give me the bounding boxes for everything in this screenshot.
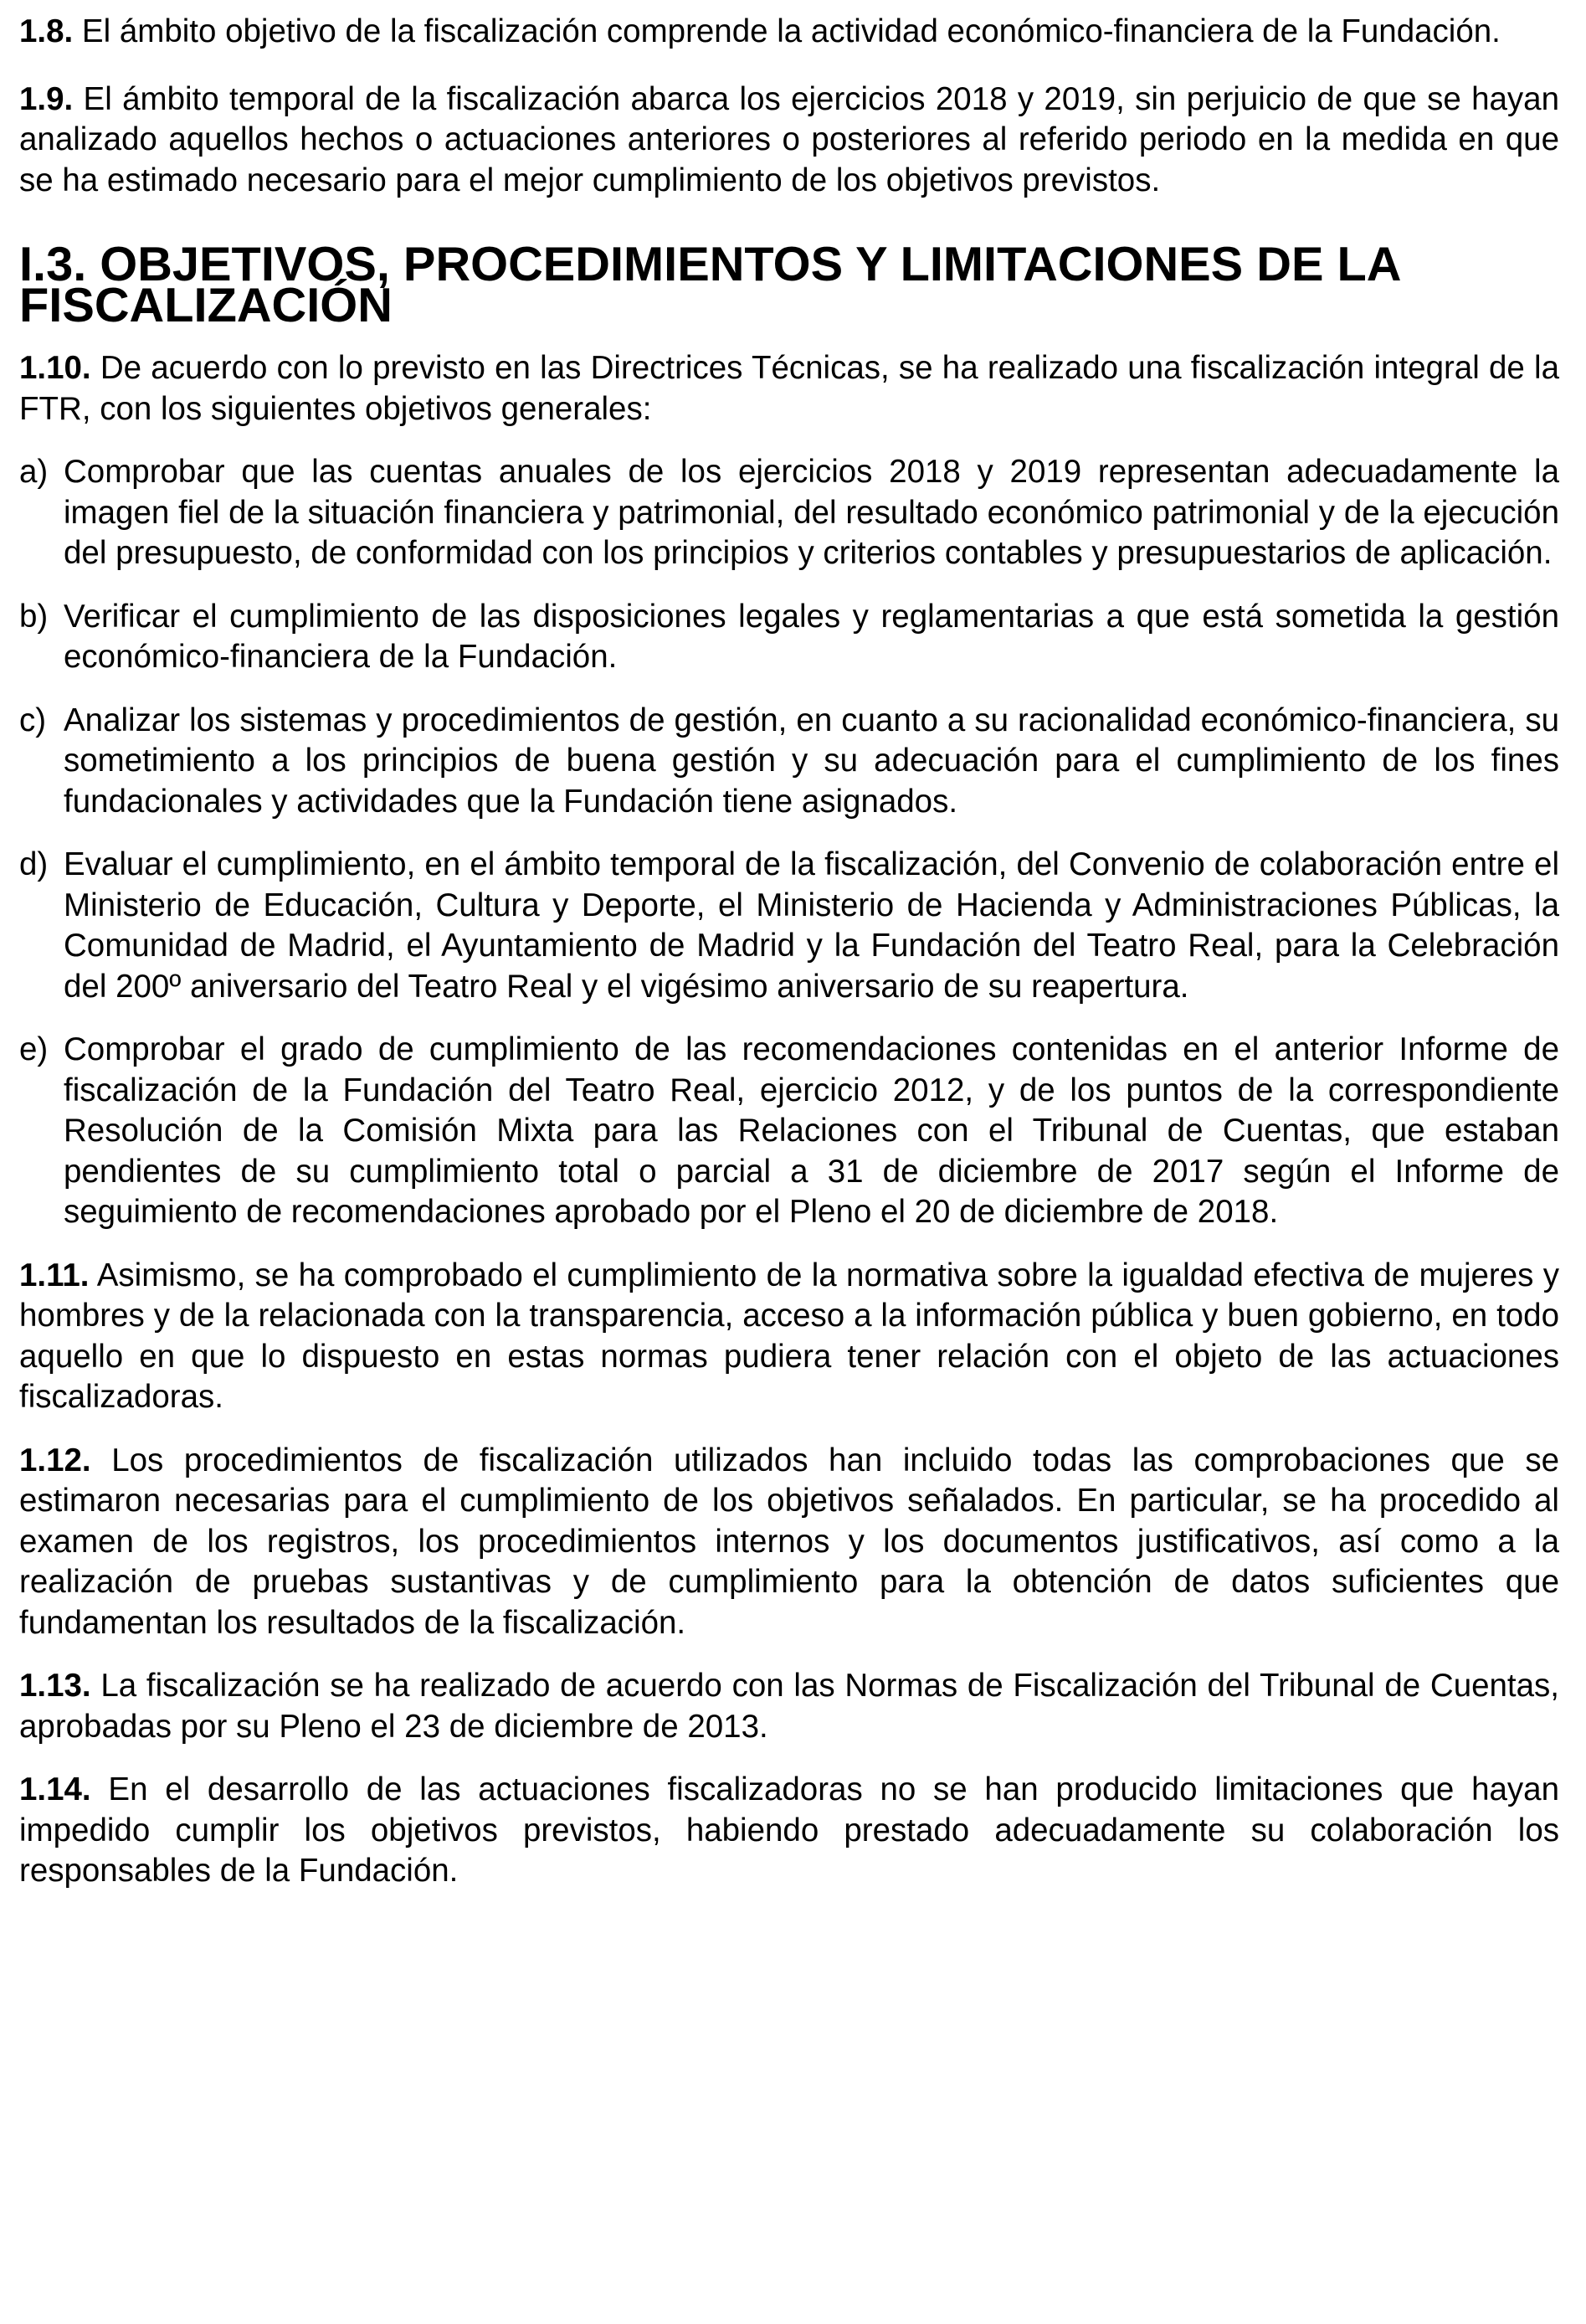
spacer — [19, 678, 1559, 701]
list-item-text: Verificar el cumplimiento de las disposiciones legales y reglamentarias a que está sometida la gestión económico-financiera de la Fundación. — [64, 598, 1559, 675]
spacer — [19, 1747, 1559, 1770]
list-item-text: Comprobar el grado de cumplimiento de las recomendaciones contenidas en el anterior Informe de fiscalización de la Fundación del Teatro Real, ejercicio 2012, y de los puntos de la correspondiente Resolución de la Comisión Mixta para las Relaciones con el Tribunal de Cuentas, que estaban pendientes de su cumplimiento total o parcial a 31 de diciembre de 2017 según el Informe de seguimiento de recomendaciones aprobado por el Pleno el 20 de diciembre de 2018. — [64, 1031, 1559, 1230]
spacer — [19, 1233, 1559, 1256]
spacer — [19, 574, 1559, 597]
spacer — [19, 1418, 1559, 1441]
paragraph-1-14 — [19, 1770, 1559, 1892]
paragraph-number: 1.11. — [19, 1257, 90, 1293]
paragraph-1-12 — [19, 1441, 1559, 1644]
objective-item-c — [19, 701, 1559, 823]
objective-item-e — [19, 1030, 1559, 1233]
paragraph-text: Asimismo, se ha comprobado el cumplimiento de la normativa sobre la igualdad efectiva de mujeres y hombres y de la relacionada con la transparencia, acceso a la información pública y buen gobierno, en todo aquello en que lo dispuesto en estas normas pudiera tener relación con el objeto de las actuaciones fiscalizadoras. — [19, 1257, 1559, 1415]
paragraph-number: 1.13. — [19, 1668, 91, 1704]
list-item-text: Comprobar que las cuentas anuales de los ejercicios 2018 y 2019 representan adecuadamente la imagen fiel de la situación financiera y patrimonial, del resultado económico patrimonial y de la ejecución del presupuesto, de conformidad con los principios y criterios contables y presupuestarios de aplicación. — [64, 454, 1559, 571]
objective-item-b — [19, 597, 1559, 678]
paragraph-text: De acuerdo con lo previsto en las Directrices Técnicas, se ha realizado una fiscalización integral de la FTR, con los siguientes objetivos generales: — [19, 350, 1559, 427]
paragraph-text: El ámbito objetivo de la fiscalización comprende la actividad económico-financiera de la Fundación. — [73, 13, 1501, 49]
document-page — [19, 12, 1559, 1892]
paragraph-1-9 — [19, 80, 1559, 202]
objective-item-a — [19, 452, 1559, 574]
paragraph-number: 1.12. — [19, 1442, 91, 1478]
list-marker: d) — [19, 846, 49, 882]
paragraph-text: Los procedimientos de fiscalización utilizados han incluido todas las comprobaciones que se estimaron necesarias para el cumplimiento de los objetivos señalados. En particular, se ha procedido al examen de los registros, los procedimientos internos y los documentos justificativos, así como a la realización de pruebas sustantivas y de cumplimiento para la obtención de datos suficientes que fundamentan los resultados de la fiscalización. — [19, 1442, 1559, 1641]
paragraph-number: 1.8. — [19, 13, 74, 49]
paragraph-number: 1.10. — [19, 350, 91, 386]
paragraph-number: 1.9. — [19, 80, 74, 117]
list-marker: a) — [19, 454, 49, 490]
spacer — [19, 429, 1559, 452]
list-marker: b) — [19, 598, 49, 635]
list-item-text: Analizar los sistemas y procedimientos de gestión, en cuanto a su racionalidad económico-financiera, su sometimiento a los principios de buena gestión y su adecuación para el cumplimiento de los fines fundacionales y actividades que la Fundación tiene asignados. — [64, 702, 1559, 820]
paragraph-1-8 — [19, 12, 1559, 53]
paragraph-1-10 — [19, 348, 1559, 429]
paragraph-1-11 — [19, 1256, 1559, 1418]
spacer — [19, 1007, 1559, 1030]
list-marker: e) — [19, 1031, 49, 1067]
spacer — [19, 822, 1559, 845]
spacer — [19, 53, 1559, 80]
paragraph-text: El ámbito temporal de la fiscalización abarca los ejercicios 2018 y 2019, sin perjuicio de que se hayan analizado aquellos hechos o actuaciones anteriores o posteriores al referido periodo en la medida en que se ha estimado necesario para el mejor cumplimiento de los objetivos previstos. — [19, 80, 1559, 198]
paragraph-1-13 — [19, 1666, 1559, 1747]
spacer — [19, 1643, 1559, 1666]
list-item-text: Evaluar el cumplimiento, en el ámbito temporal de la fiscalización, del Convenio de colaboración entre el Ministerio de Educación, Cultura y Deporte, el Ministerio de Hacienda y Administraciones Públicas, la Comunidad de Madrid, el Ayuntamiento de Madrid y la Fundación del Teatro Real, para la Celebración del 200º aniversario del Teatro Real y el vigésimo aniversario de su reapertura. — [64, 846, 1559, 1005]
paragraph-text: En el desarrollo de las actuaciones fiscalizadoras no se han producido limitaciones que hayan impedido cumplir los objetivos previstos, habiendo prestado adecuadamente su colaboración los responsables de la Fundación. — [19, 1771, 1559, 1889]
objective-item-d — [19, 845, 1559, 1007]
list-marker: c) — [19, 702, 47, 738]
section-heading: I.3. OBJETIVOS, PROCEDIMIENTOS Y LIMITACIONES DE LA FISCALIZACIÓN — [19, 238, 1400, 332]
paragraph-number: 1.14. — [19, 1771, 91, 1807]
paragraph-text: La fiscalización se ha realizado de acuerdo con las Normas de Fiscalización del Tribunal de Cuentas, aprobadas por su Pleno el 23 de diciembre de 2013. — [19, 1668, 1559, 1745]
